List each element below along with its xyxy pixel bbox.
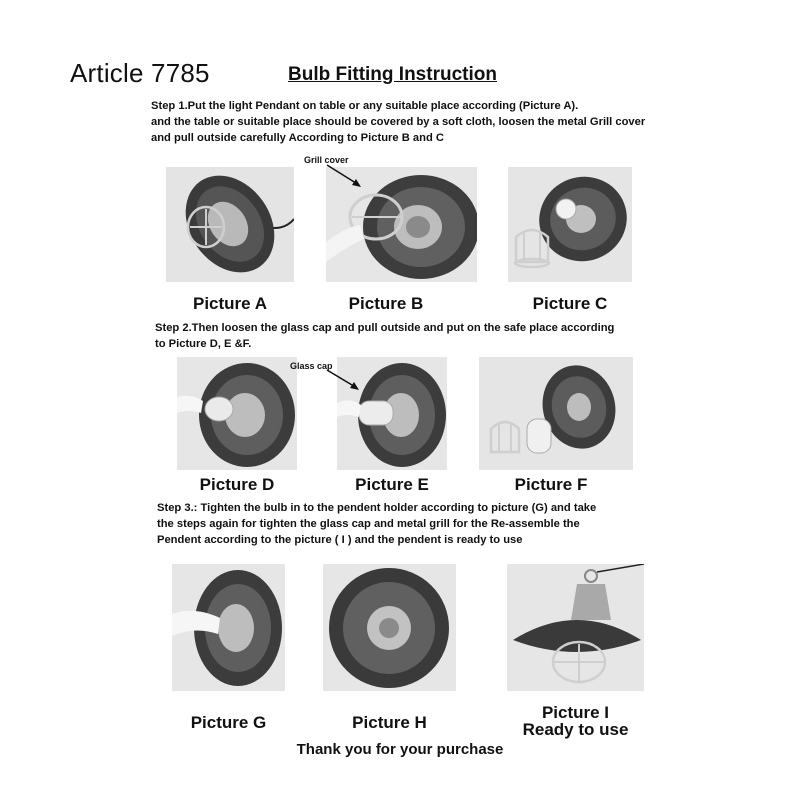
article-number: Article 7785 bbox=[70, 58, 210, 88]
step-2-line-1: Step 2.Then loosen the glass cap and pull outside and put on the safe place according bbox=[155, 322, 615, 334]
glass-cap-arrow-icon bbox=[325, 368, 363, 394]
step-1-line-2: and the table or suitable place should be covered by a soft cloth, loosen the metal Grill cover bbox=[151, 116, 646, 128]
picture-g-caption: Picture G bbox=[190, 713, 267, 732]
step-3-line-3: Pendent according to the picture ( I ) and the pendent is ready to use bbox=[157, 534, 523, 546]
thank-you-note: Thank you for your purchase bbox=[296, 741, 504, 758]
step-1-line-3: and pull outside carefully According to Picture B and C bbox=[151, 132, 444, 144]
picture-a-caption: Picture A bbox=[192, 294, 267, 313]
step-1-line-1: Step 1.Put the light Pendant on table or any suitable place according (Picture A). bbox=[151, 100, 579, 112]
picture-i-caption-line-1: Picture I bbox=[541, 703, 610, 722]
step-3-line-2: the steps again for tighten the glass cap and metal grill for the Re-assemble the bbox=[157, 518, 580, 530]
grill-cover-callout: Grill cover bbox=[304, 155, 349, 165]
step-1-text bbox=[151, 98, 645, 146]
picture-i-caption bbox=[507, 704, 644, 738]
picture-c-photo bbox=[508, 167, 632, 282]
page-title: Bulb Fitting Instruction bbox=[288, 64, 497, 85]
picture-g-photo bbox=[172, 564, 285, 691]
picture-d-caption: Picture D bbox=[199, 475, 275, 494]
picture-e-caption: Picture E bbox=[355, 475, 429, 494]
step-3-line-1: Step 3.: Tighten the bulb in to the pendent holder according to picture (G) and take bbox=[157, 502, 597, 514]
picture-a-photo bbox=[166, 167, 294, 282]
picture-i-photo bbox=[507, 564, 644, 691]
picture-f-photo bbox=[479, 357, 633, 470]
glass-cap-callout: Glass cap bbox=[290, 361, 333, 371]
picture-c-caption: Picture C bbox=[532, 294, 608, 313]
picture-h-photo bbox=[323, 564, 456, 691]
picture-i-caption-line-2: Ready to use bbox=[522, 720, 629, 739]
picture-f-caption: Picture F bbox=[514, 475, 588, 494]
step-3-text bbox=[157, 500, 596, 548]
picture-d-photo bbox=[177, 357, 297, 470]
grill-cover-arrow-icon bbox=[325, 163, 365, 191]
picture-h-caption: Picture H bbox=[352, 713, 427, 732]
picture-b-caption: Picture B bbox=[348, 294, 424, 313]
step-2-line-2: to Picture D, E &F. bbox=[155, 338, 252, 350]
step-2-text bbox=[155, 320, 614, 352]
